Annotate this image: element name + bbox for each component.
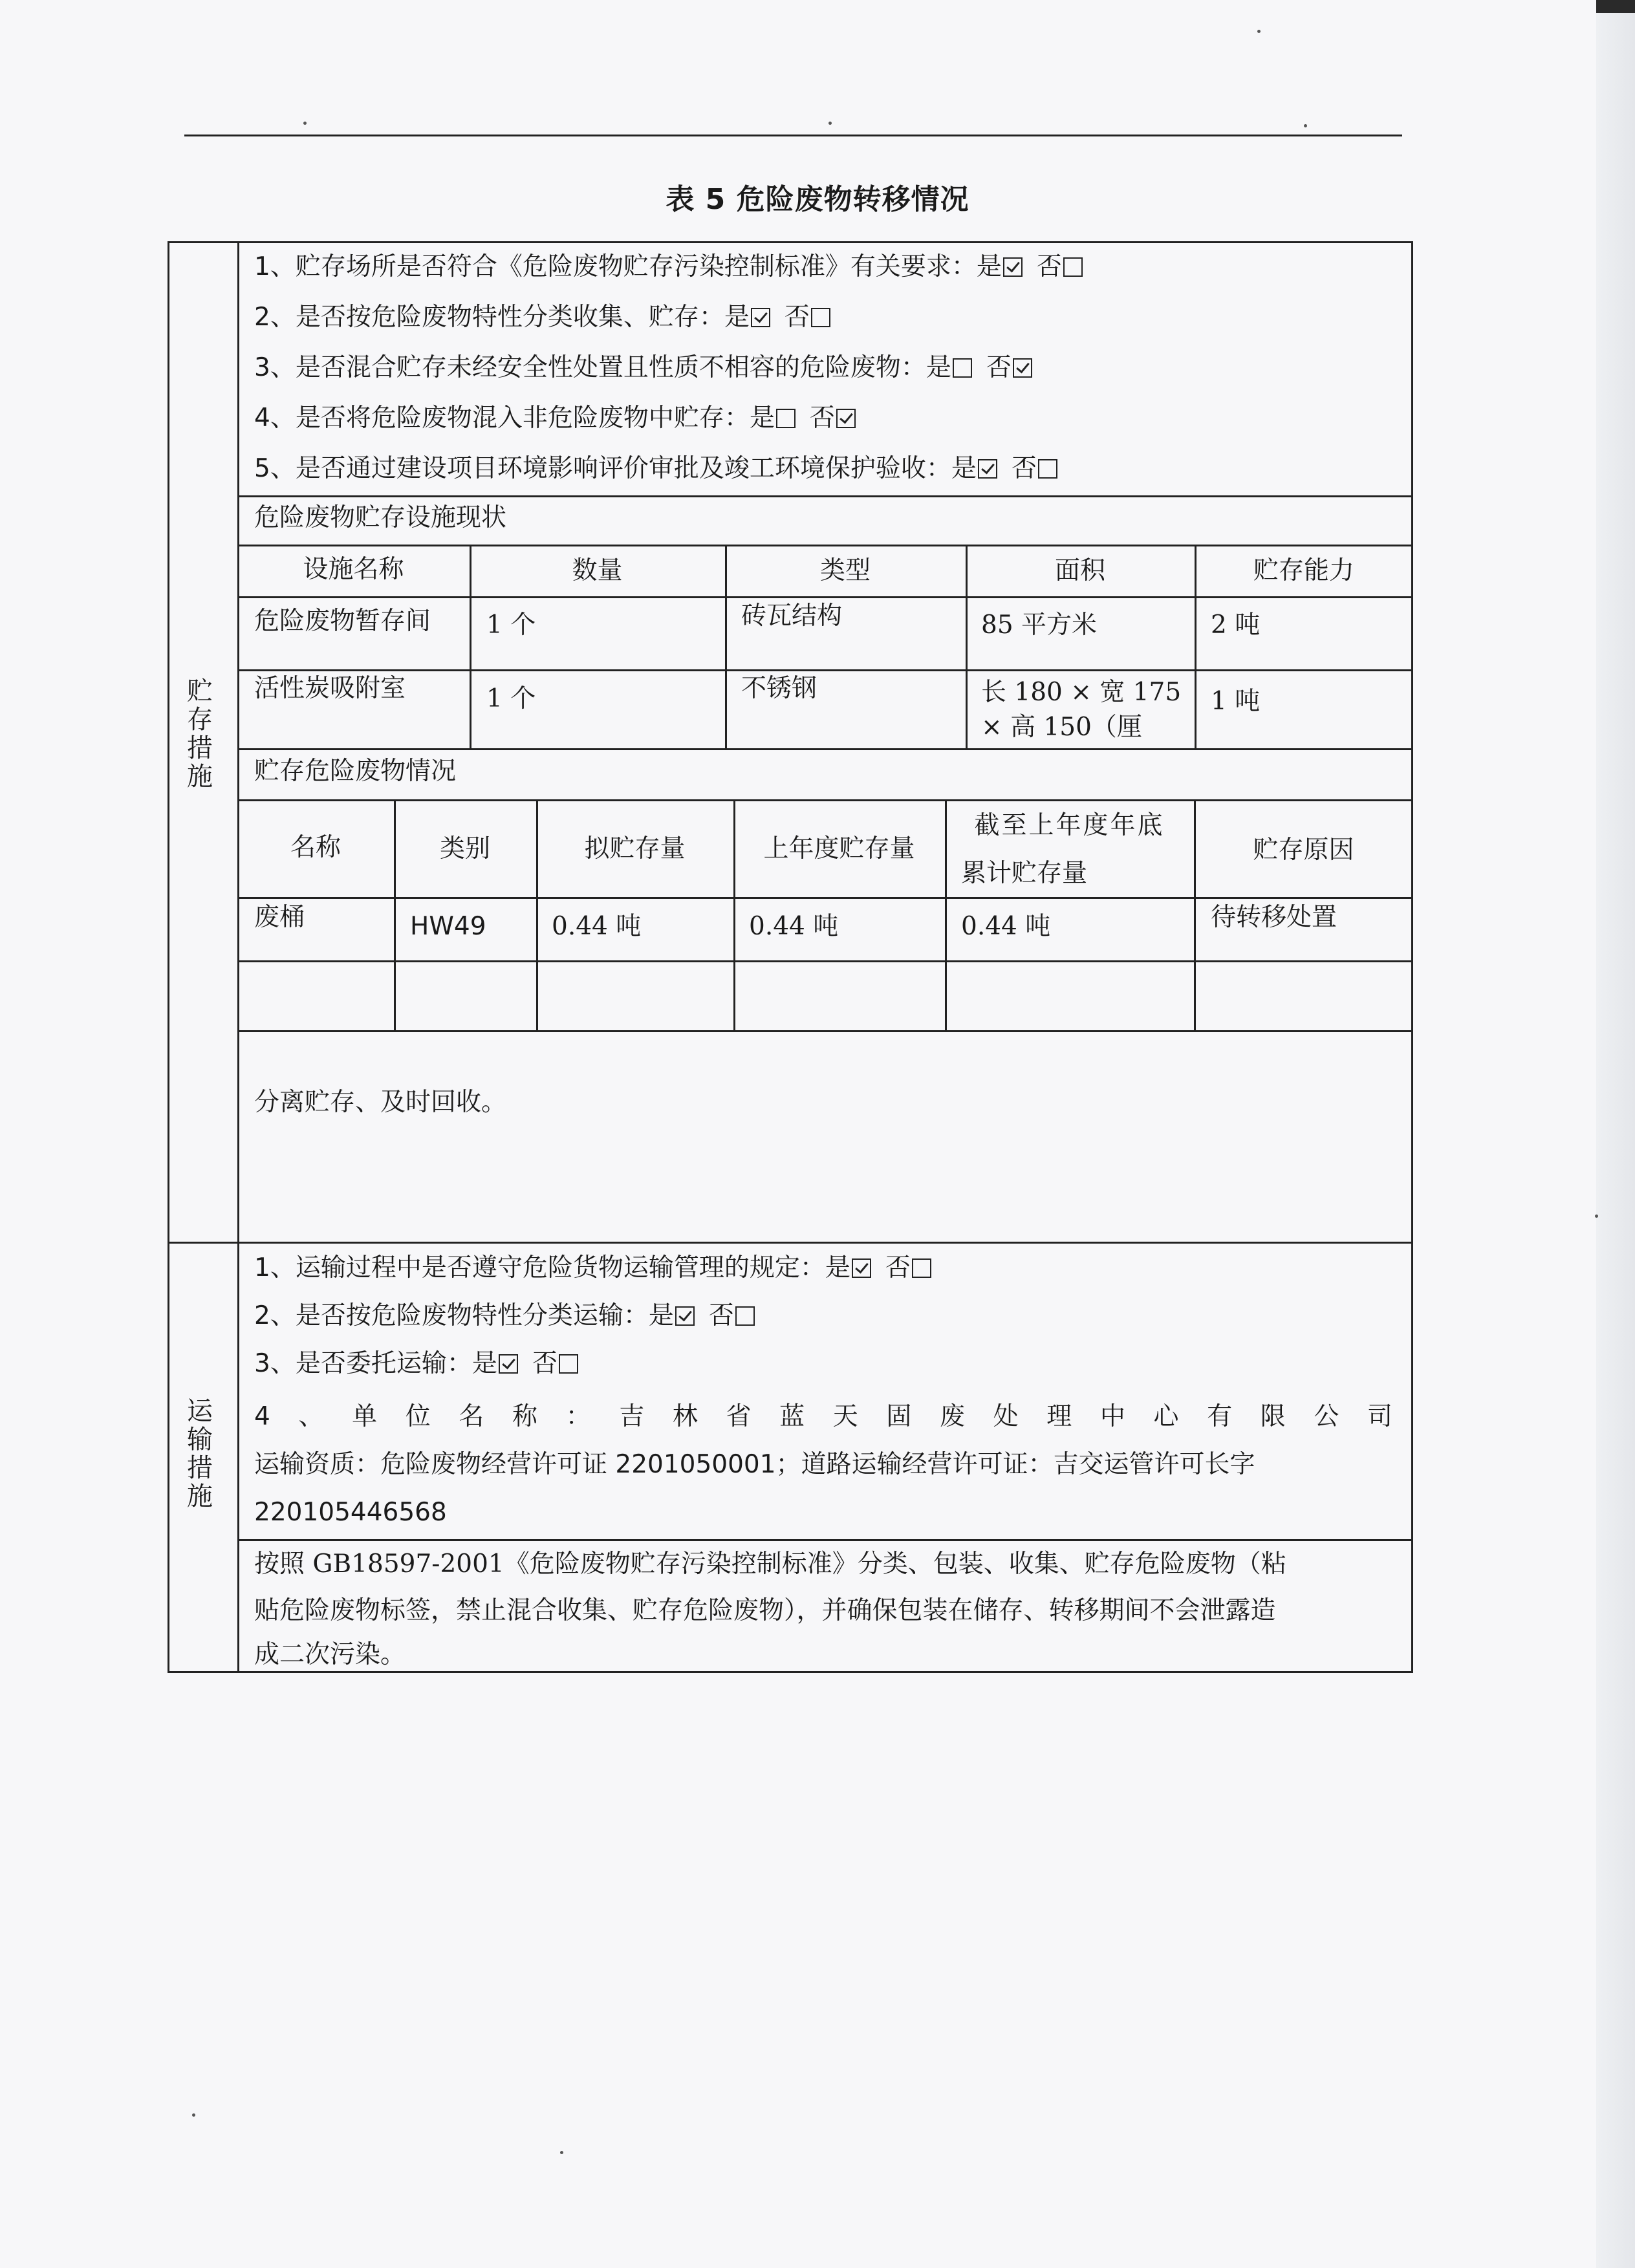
scan-speck: [303, 122, 307, 125]
waste-header-divider: [237, 897, 1413, 899]
no-checkbox[interactable]: [811, 308, 830, 327]
waste-cell: 待转移处置: [1211, 903, 1337, 932]
storage-note: 分离贮存、及时回收。: [254, 1088, 507, 1117]
yes-label: 是: [724, 303, 750, 332]
section-divider: [168, 1242, 1413, 1244]
transporter-unit-line: [254, 1401, 1392, 1434]
unit-line-char: 单: [352, 1402, 378, 1431]
yes-checkbox[interactable]: [499, 1354, 518, 1374]
no-checkbox[interactable]: [836, 409, 856, 428]
unit-line-char: 理: [1046, 1402, 1072, 1431]
unit-line-char: ：: [565, 1402, 591, 1431]
facilities-row-divider: [237, 669, 1413, 671]
scan-speck: [828, 122, 832, 125]
waste-cell: 0.44 吨: [552, 912, 642, 941]
facility-cell: 砖瓦结构: [741, 601, 843, 631]
unit-line-char: 省: [726, 1402, 752, 1431]
transport-description-line: 贴危险废物标签，禁止混合收集、贮存危险废物），并确保包装在储存、转移期间不会泄露造: [254, 1596, 1276, 1625]
unit-line-char: 4: [254, 1402, 270, 1431]
waste-cell: 0.44 吨: [961, 912, 1051, 941]
facilities-header-capacity: 贮存能力: [1253, 556, 1354, 585]
yes-checkbox[interactable]: [776, 409, 796, 428]
no-label: 否: [809, 404, 835, 433]
scan-speck: [560, 2151, 563, 2154]
waste-cell: 废桶: [254, 903, 305, 932]
unit-line-char: 限: [1260, 1402, 1286, 1431]
header-rule: [184, 135, 1402, 136]
no-label: 否: [708, 1301, 734, 1330]
waste-title: 贮存危险废物情况: [254, 757, 457, 786]
no-checkbox[interactable]: [1063, 257, 1083, 277]
no-label: 否: [532, 1349, 558, 1378]
waste-header-cumulative: 截至上年度年底: [974, 811, 1165, 840]
facility-cell: 活性炭吸附室: [254, 674, 406, 703]
no-checkbox[interactable]: [559, 1354, 578, 1374]
scan-speck: [192, 2113, 195, 2117]
yes-label: 是: [951, 454, 977, 483]
unit-line-char: 心: [1153, 1402, 1179, 1431]
waste-cell: 0.44 吨: [749, 912, 839, 941]
transport-description-line: 成二次污染。: [254, 1640, 406, 1669]
facility-cell: 不锈钢: [741, 674, 817, 703]
facilities-header-type: 类型: [819, 556, 871, 585]
unit-line-char: 固: [886, 1402, 912, 1431]
waste-row-divider: [237, 960, 1413, 962]
question-text: 2、是否按危险废物特性分类收集、贮存：: [254, 303, 724, 332]
facility-cell: 1 个: [486, 610, 536, 640]
waste-header-cumulative-2: 累计贮存量: [961, 859, 1088, 888]
scan-speck: [1257, 30, 1261, 33]
scan-speck: [1595, 1215, 1598, 1218]
question-text: 3、是否委托运输：: [254, 1349, 472, 1378]
no-checkbox[interactable]: [912, 1258, 931, 1278]
facility-cell: 长 180 × 宽 175: [981, 678, 1182, 707]
waste-header-reason: 贮存原因: [1253, 836, 1354, 865]
checklist-question: [254, 352, 1032, 385]
unit-line-char: 、: [298, 1402, 324, 1431]
unit-line-char: 称: [512, 1402, 537, 1431]
transport-qualification-number: 220105446568: [254, 1498, 447, 1527]
unit-line-char: 有: [1207, 1402, 1233, 1431]
question-text: 2、是否按危险废物特性分类运输：: [254, 1301, 649, 1330]
facilities-header-area: 面积: [1054, 556, 1105, 585]
transport-qualification: 运输资质：危险废物经营许可证 2201050001；道路运输经营许可证：吉交运管许可长字: [254, 1450, 1255, 1479]
yes-checkbox[interactable]: [953, 358, 972, 378]
yes-label: 是: [648, 1301, 674, 1330]
yes-checkbox[interactable]: [978, 459, 997, 479]
facilities-title: 危险废物贮存设施现状: [254, 503, 507, 532]
checklist-question: [254, 1252, 931, 1285]
question-text: 5、是否通过建设项目环境影响评价审批及竣工环境保护验收：: [254, 454, 951, 483]
facilities-bottom-divider: [237, 748, 1413, 750]
yes-checkbox[interactable]: [1003, 257, 1023, 277]
unit-line-char: 公: [1314, 1402, 1339, 1431]
facility-cell: 85 平方米: [981, 610, 1098, 640]
yes-checkbox[interactable]: [675, 1306, 695, 1326]
scan-edge-mark: [1596, 0, 1635, 13]
question-text: 4、是否将危险废物混入非危险废物中贮存：: [254, 404, 750, 433]
facilities-header-quantity: 数量: [572, 556, 623, 585]
facilities-header-name: 设施名称: [303, 555, 404, 584]
yes-checkbox[interactable]: [751, 308, 770, 327]
waste-cell: HW49: [410, 912, 486, 941]
page-title: 表 5 危险废物转移情况: [666, 183, 969, 216]
unit-line-char: 蓝: [779, 1402, 805, 1431]
checklist-question: [254, 301, 830, 334]
yes-checkbox[interactable]: [852, 1258, 871, 1278]
facilities-header-divider: [237, 596, 1413, 598]
divider-facilities-title: [237, 545, 1413, 546]
unit-line-char: 名: [459, 1402, 484, 1431]
transport-description-line: 按照 GB18597-2001《危险废物贮存污染控制标准》分类、包装、收集、贮存危险废物（粘: [254, 1550, 1286, 1579]
no-label: 否: [885, 1253, 911, 1282]
facility-cell: × 高 150（厘: [981, 713, 1142, 742]
no-label: 否: [1011, 454, 1037, 483]
facility-cell: 2 吨: [1211, 610, 1261, 640]
checklist-question: [254, 453, 1057, 486]
checklist-question: [254, 1348, 578, 1381]
waste-title-divider: [237, 799, 1413, 801]
facility-cell: 1 吨: [1211, 687, 1261, 716]
no-checkbox[interactable]: [1013, 358, 1032, 378]
unit-line-char: 中: [1099, 1402, 1125, 1431]
scan-edge: [1596, 0, 1635, 2268]
unit-line-char: 废: [939, 1402, 965, 1431]
waste-header-last-year: 上年度贮存量: [763, 834, 915, 863]
transport-section-label: 运输措施: [187, 1396, 213, 1511]
no-label: 否: [784, 303, 810, 332]
question-text: 1、运输过程中是否遵守危险货物运输管理的规定：: [254, 1253, 825, 1282]
no-label: 否: [1036, 252, 1062, 281]
question-text: 1、贮存场所是否符合《危险废物贮存污染控制标准》有关要求：: [254, 252, 977, 281]
waste-header-name: 名称: [290, 833, 341, 862]
facility-cell: 1 个: [486, 684, 536, 713]
yes-label: 是: [749, 404, 775, 433]
divider-questions: [237, 495, 1413, 497]
yes-label: 是: [825, 1253, 850, 1282]
question-text: 3、是否混合贮存未经安全性处置且性质不相容的危险废物：: [254, 353, 926, 382]
waste-header-category: 类别: [439, 834, 490, 863]
scan-speck: [1304, 124, 1307, 127]
unit-line-char: 位: [405, 1402, 431, 1431]
waste-header-planned: 拟贮存量: [584, 834, 686, 863]
label-column-divider: [237, 241, 239, 1673]
unit-line-char: 司: [1367, 1402, 1392, 1431]
checklist-question: [254, 402, 856, 435]
storage-section-label: 贮存措施: [187, 676, 213, 792]
unit-line-char: 吉: [619, 1402, 645, 1431]
no-label: 否: [986, 353, 1012, 382]
no-checkbox[interactable]: [1038, 459, 1057, 479]
checklist-question: [254, 1300, 755, 1333]
unit-line-char: 林: [672, 1402, 698, 1431]
no-checkbox[interactable]: [735, 1306, 755, 1326]
yes-label: 是: [976, 252, 1002, 281]
checklist-question: [254, 251, 1083, 284]
yes-label: 是: [471, 1349, 497, 1378]
waste-bottom-divider: [237, 1030, 1413, 1032]
transport-description-divider: [237, 1539, 1413, 1541]
facility-cell: 危险废物暂存间: [254, 607, 431, 636]
yes-label: 是: [926, 353, 951, 382]
unit-line-char: 天: [832, 1402, 858, 1431]
unit-line-char: 处: [993, 1402, 1019, 1431]
